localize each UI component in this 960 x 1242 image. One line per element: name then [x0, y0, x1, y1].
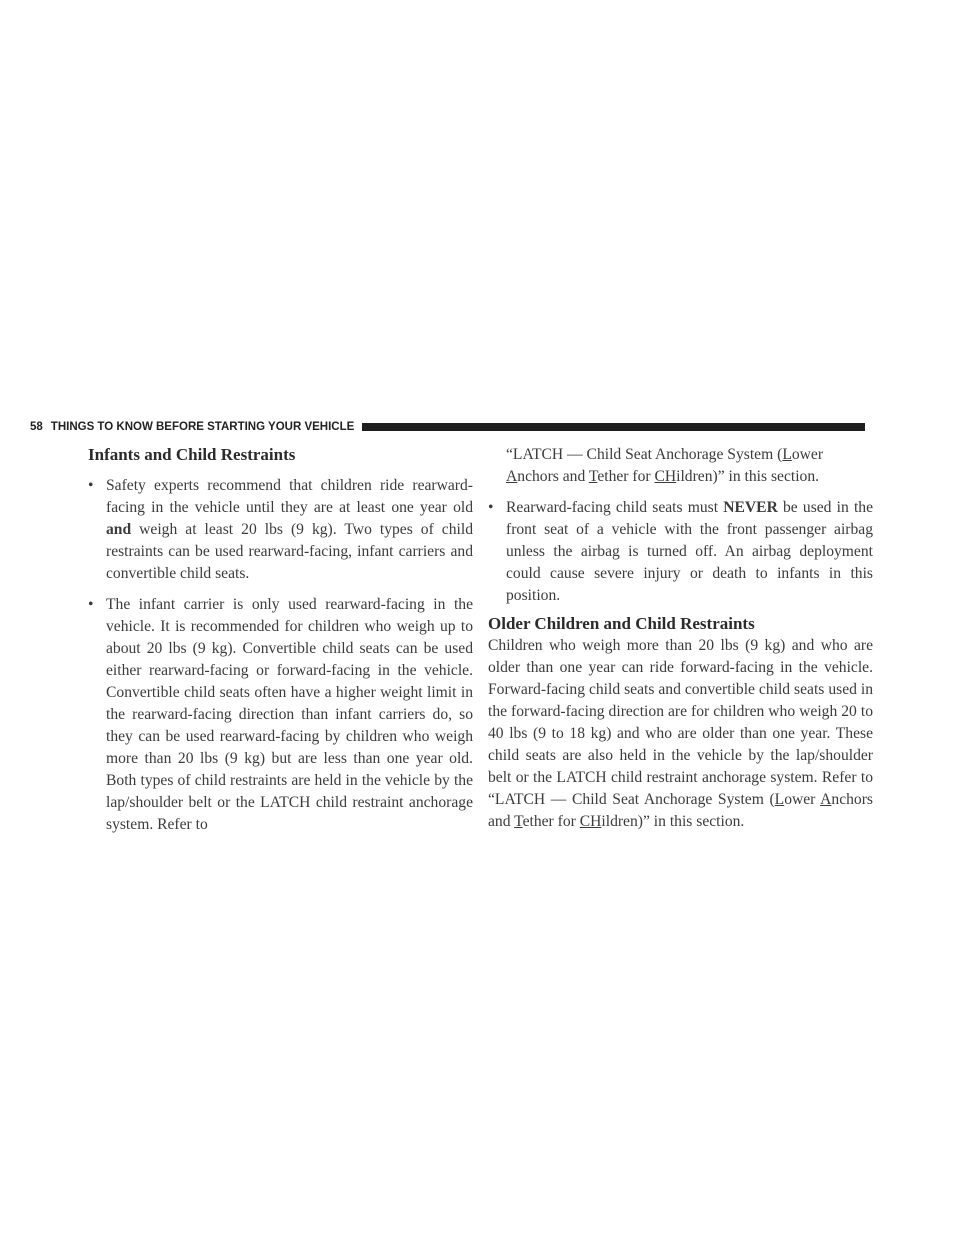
- bullet-text: be used in the front seat of a vehicle with the front passenger airbag unless the airbag is turned off. An airbag deployment could cause severe injury or death to infants in this position.: [506, 499, 873, 604]
- acronym-letter: T: [588, 468, 598, 485]
- continuation-text: ildren)” in this section.: [676, 468, 820, 485]
- acronym-letter: T: [514, 813, 523, 830]
- page-number: 58: [30, 421, 43, 433]
- list-item: [488, 497, 873, 607]
- section-heading-older: Older Children and Child Restraints: [488, 614, 755, 633]
- bullet-icon: •: [488, 499, 494, 516]
- acronym-letter: CH: [579, 813, 602, 830]
- acronym-letter: L: [774, 791, 785, 808]
- running-head: [30, 419, 865, 435]
- acronym-letter: CH: [654, 468, 677, 485]
- older-children-paragraph: [488, 635, 873, 833]
- running-head-title: THINGS TO KNOW BEFORE STARTING YOUR VEHICLE: [50, 421, 355, 433]
- running-head-rule: [362, 423, 865, 431]
- bullet-text: Safety experts recommend that children ride rearward-facing in the vehicle until they are at least one year old: [106, 477, 473, 516]
- acronym-letter: A: [820, 791, 832, 808]
- paragraph-text: ether for: [522, 813, 580, 830]
- infant-bullet-list: [88, 475, 473, 836]
- bullet-emphasis: and: [106, 521, 132, 538]
- paragraph-text: ower: [784, 791, 821, 808]
- continuation-text: nchors and: [517, 468, 589, 485]
- bullet-text: Rearward-facing child seats must: [506, 499, 724, 516]
- section-heading-infants: Infants and Child Restraints: [88, 445, 296, 464]
- bullet-icon: •: [88, 596, 94, 613]
- left-column: [88, 444, 473, 836]
- acronym-letter: A: [506, 468, 518, 485]
- bullet-text: The infant carrier is only used rearward-facing in the vehicle. It is recommended for children who weigh up to about 20 lbs (9 kg). Convertible child seats can be used either rearward-facing or forward-facing in the vehicle. Convertible child seats often have a higher weight limit in the rearward-facing direction than infant carriers do, so they can be used rearward-facing by children who weigh more than 20 lbs (9 kg) but are less than one year old. Both types of child restraints are held in the vehicle by the lap/shoulder belt or the LATCH child restraint anchorage system. Refer to: [106, 596, 473, 833]
- continuation-text: “LATCH — Child Seat Anchorage System (: [506, 446, 783, 463]
- list-item: [88, 594, 473, 836]
- paragraph-text: Children who weigh more than 20 lbs (9 kg) and who are older than one year can ride forward-facing in the vehicle. Forward-facing child seats and convertible child seats used in the forward-facing direction are for children who weigh 20 to 40 lbs (9 to 18 kg) and who are older than one year. These child seats are also held in the vehicle by the lap/shoulder belt or the LATCH child restraint anchorage system. Refer to “LATCH — Child Seat Anchorage System (: [488, 637, 873, 808]
- bullet-text: weigh at least 20 lbs (9 kg). Two types of child restraints can be used rearward-facing, infant carriers and convertible child seats.: [106, 521, 473, 582]
- paragraph-text: nchors and: [488, 791, 873, 830]
- acronym-letter: L: [782, 446, 792, 463]
- bullet-continuation: [488, 444, 873, 488]
- paragraph-text: ildren)” in this section.: [601, 813, 745, 830]
- continuation-text: ether for: [597, 468, 655, 485]
- right-column: [488, 444, 873, 833]
- list-item: [88, 475, 473, 585]
- bullet-icon: •: [88, 477, 94, 494]
- infant-bullet-list-continued: [488, 497, 873, 607]
- continuation-text: ower: [791, 446, 824, 463]
- bullet-emphasis: NEVER: [723, 499, 778, 516]
